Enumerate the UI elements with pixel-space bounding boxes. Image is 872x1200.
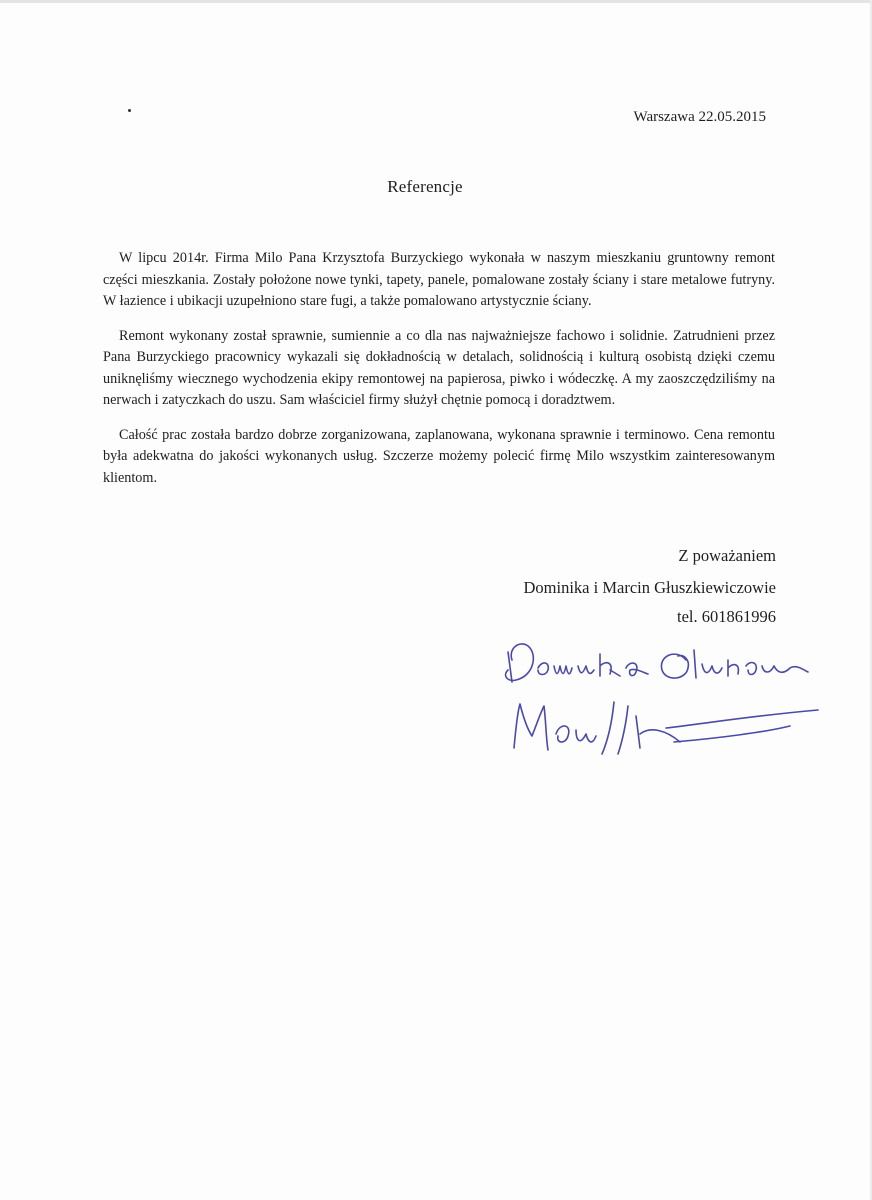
body-paragraph-1: W lipcu 2014r. Firma Milo Pana Krzysztofa Burzyckiego wykonała w naszym mieszkaniu gruntowny remont części mieszkania. Zostały położone nowe tynki, tapety, panele, pomalowane zostały ściany i stare metalowe futryny. W łazience i ubikacji uzupełniono stare fugi, a także pomalowano artystycznie ściany. xyxy=(103,250,775,309)
scan-edge-top xyxy=(0,0,872,3)
letter-date: Warszawa 22.05.2015 xyxy=(633,109,766,125)
body-paragraph-2: Remont wykonany został sprawnie, sumiennie a co dla nas najważniejsze fachowo i solidnie. Zatrudnieni przez Pana Burzyckiego pracownicy wykazali się dokładnością w detalach, solidnością i kulturą osobistą dzięki czemu uniknęliśmy wiecznego wychodzenia ekipy remontowej na papierosa, piwko i wódeczkę. A my zaoszczędziliśmy na nerwach i zatyczkach do uszu. Sam właściciel firmy służył chętnie pomocą i doradztwem. xyxy=(103,327,775,408)
scan-dot-mark xyxy=(128,109,131,112)
letter-title: Referencje xyxy=(387,177,463,196)
closing-phone: tel. 601861996 xyxy=(677,607,776,626)
letter-closing xyxy=(524,541,776,631)
closing-greeting: Z poważaniem xyxy=(678,546,776,565)
closing-names: Dominika i Marcin Głuszkiewiczowie xyxy=(523,578,776,597)
body-paragraph-3: Całość prac została bardzo dobrze zorganizowana, zaplanowana, wykonana sprawnie i terminowo. Cena remontu była adekwatna do jakości wykonanych usług. Szczerze możemy polecić firmę Milo wszystkim zainteresowanym klientom. xyxy=(103,426,775,486)
letter-body xyxy=(103,248,775,502)
handwritten-signature xyxy=(490,630,830,770)
